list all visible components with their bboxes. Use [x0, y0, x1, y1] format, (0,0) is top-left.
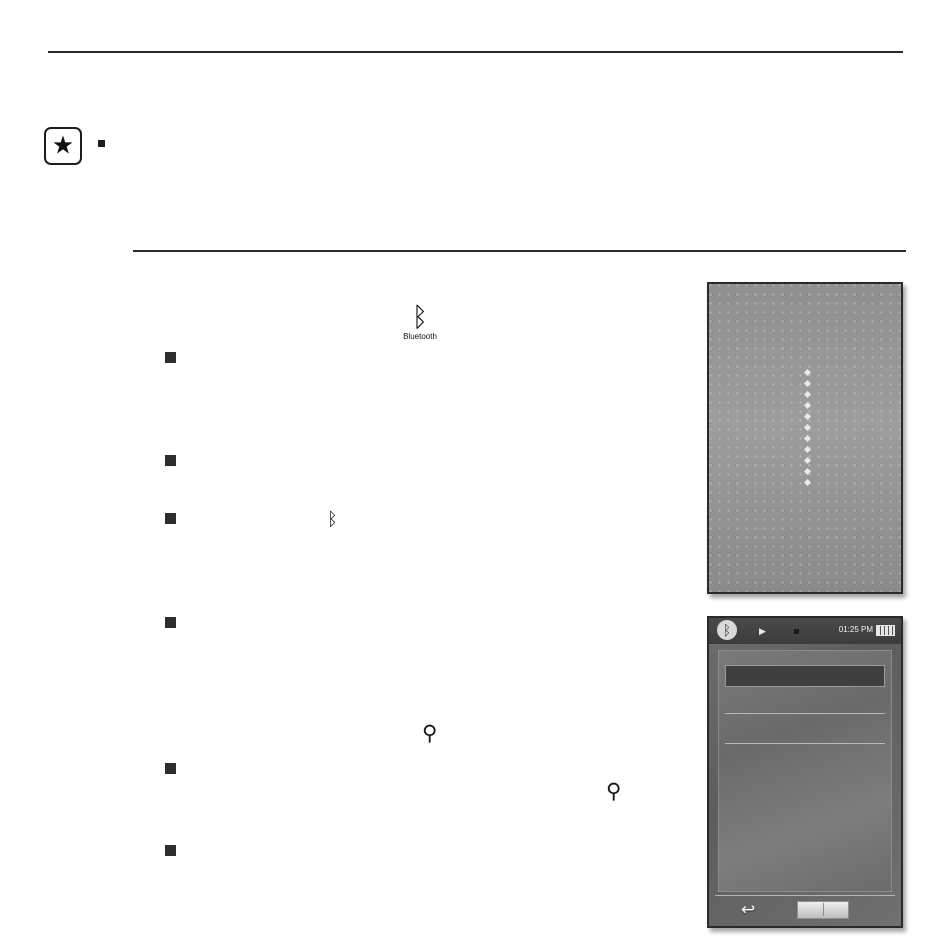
list-item-bullet: [165, 763, 176, 774]
star-icon: ★: [51, 131, 75, 160]
options-icon[interactable]: [797, 901, 849, 919]
inline-bluetooth-caption: Bluetooth: [403, 332, 437, 341]
scroll-dot: [804, 446, 811, 453]
section-rule: [133, 250, 906, 252]
back-arrow-icon[interactable]: ↩: [741, 900, 756, 919]
note-star-badge: [44, 127, 82, 165]
bluetooth-icon: ᛒ: [411, 302, 429, 332]
inline-bluetooth-menu-icon: [396, 303, 444, 342]
scroll-dot: [804, 380, 811, 387]
videos-icon: [707, 300, 950, 340]
list-item-bullet: [165, 455, 176, 466]
device-list-body: [718, 650, 892, 892]
menu-item-videos[interactable]: [707, 300, 950, 354]
list-separator: [725, 713, 885, 714]
search-icon: ⚲: [606, 780, 622, 803]
header-rule: [48, 51, 903, 53]
indicator-square-icon: [794, 629, 799, 634]
list-item[interactable]: [725, 665, 885, 687]
scroll-indicator-dots: [804, 370, 812, 492]
list-item-bullet: [165, 513, 176, 524]
scroll-dot: [804, 391, 811, 398]
list-separator: [725, 743, 885, 744]
settings-gear-icon: [707, 496, 950, 546]
scroll-dot: [804, 413, 811, 420]
scroll-dot: [804, 457, 811, 464]
menu-item-label: [707, 440, 950, 462]
device-list-screenshot: [707, 616, 903, 928]
bluetooth-icon: ᛒ: [327, 509, 338, 529]
menu-item-label: [707, 342, 950, 354]
play-icon: ▶: [759, 626, 766, 636]
menu-item-label: [707, 545, 950, 557]
menu-item-settings[interactable]: [707, 496, 950, 557]
list-item-bullet: [165, 617, 176, 628]
device-bottom-bar: [715, 895, 895, 920]
search-icon: ⚲: [422, 722, 438, 745]
scroll-dot: [804, 369, 811, 376]
status-time: 01:25 PM: [838, 625, 873, 634]
bluetooth-icon: [707, 366, 950, 440]
note-bullet: [98, 140, 105, 147]
scroll-dot: [804, 424, 811, 431]
menu-item-bluetooth[interactable]: [707, 366, 950, 462]
scroll-dot: [804, 468, 811, 475]
scroll-dot: [804, 402, 811, 409]
device-status-bar: [709, 618, 901, 644]
scroll-dot: [804, 435, 811, 442]
scroll-dot: [804, 479, 811, 486]
list-item-bullet: [165, 845, 176, 856]
battery-icon: [876, 625, 895, 636]
list-item-bullet: [165, 352, 176, 363]
bluetooth-icon: ᛒ: [717, 620, 737, 640]
